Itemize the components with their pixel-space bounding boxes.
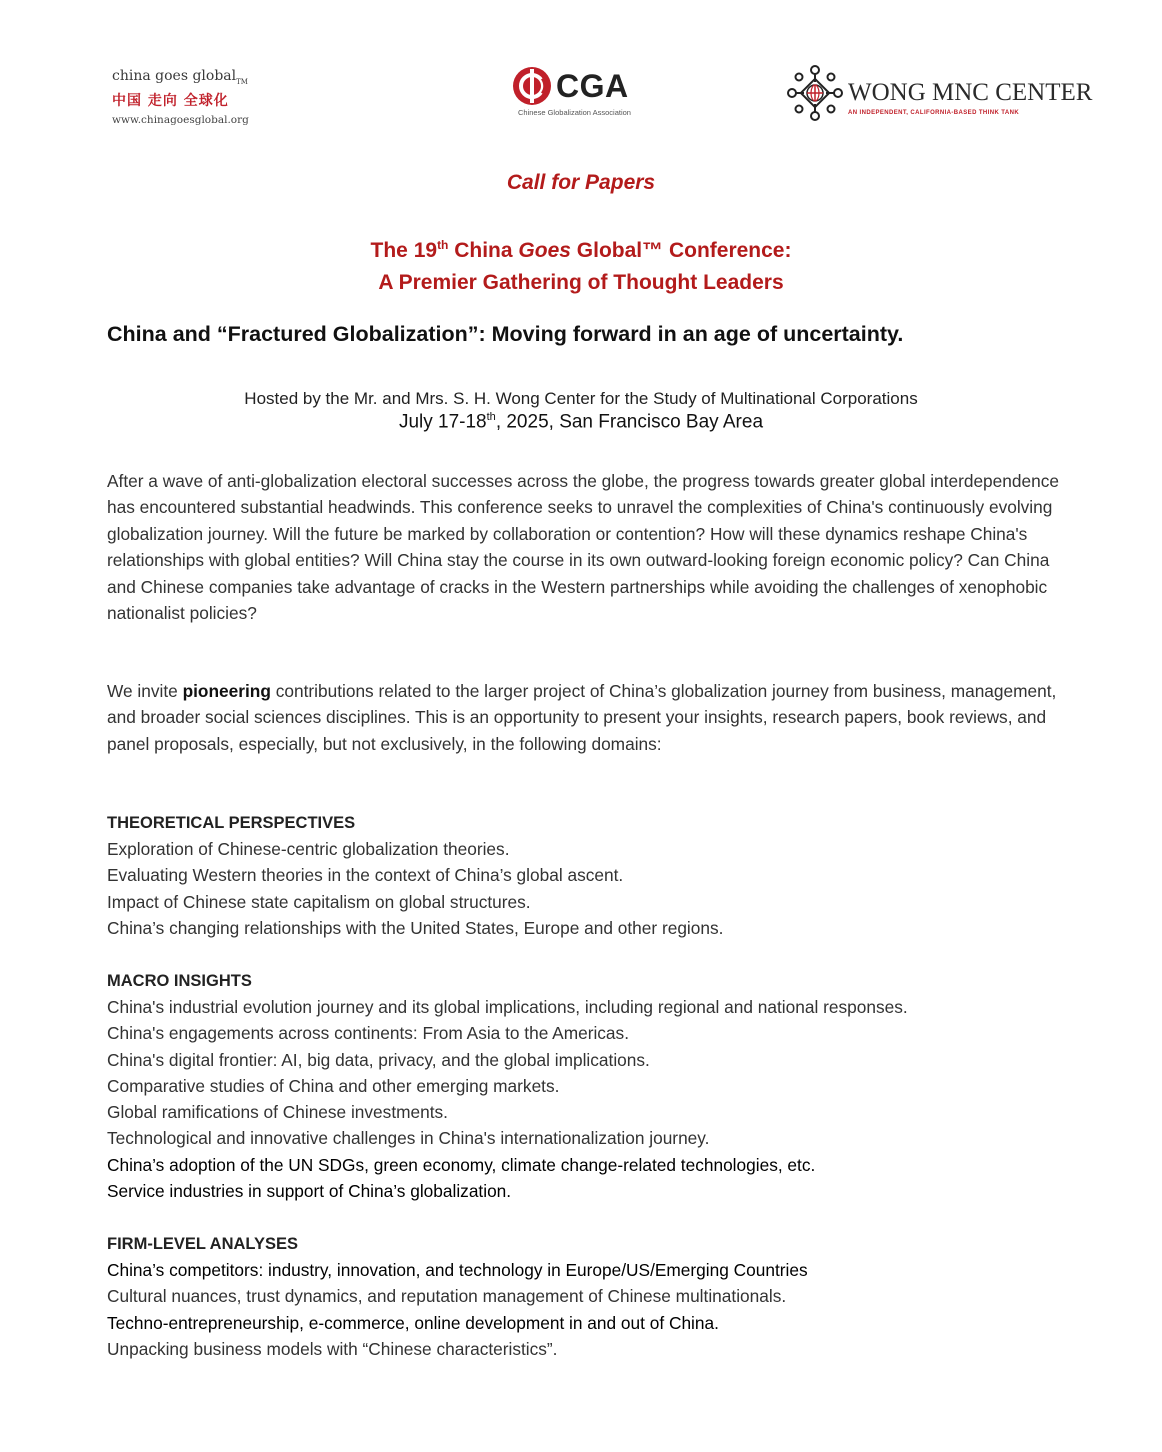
invite-bold: pioneering (182, 681, 271, 701)
conf-title-line2: A Premier Gathering of Thought Leaders (378, 271, 784, 294)
date-sup: th (486, 411, 496, 423)
call-for-papers-heading: Call for Papers (506, 171, 656, 194)
list-item: China's industrial evolution journey and its global implications, including regional and national responses. (107, 997, 908, 1017)
cga-logo (512, 66, 652, 134)
conf-title-sup: th (437, 238, 449, 252)
list-item: China's engagements across continents: From Asia to the Americas. (107, 1023, 629, 1044)
list-item: Exploration of Chinese-centric globalization theories. (107, 839, 510, 859)
list-item: Unpacking business models with “Chinese characteristics”. (107, 1338, 558, 1359)
list-item: Technological and innovative challenges in China's internationalization journey. (107, 1128, 710, 1149)
wong-logo-tagline: AN INDEPENDENT, CALIFORNIA-BASED THINK TANK (848, 110, 1020, 116)
date-location (0, 411, 1162, 433)
intro-paragraph: After a wave of anti-globalization electoral successes across the globe, the progress towards greater global interdependence has encountered substantial headwinds. This conference seeks to unravel the complexities of China's continuously evolving globalization journey. Will the future be marked by collaboration or contention? How will these dynamics reshape China's relationships with global entities? Will China stay the course in its own outward-looking foreign economic policy? Can China and Chinese companies take advantage of cracks in the Western partnerships while avoiding the challenges of xenophobic nationalist policies? (107, 471, 1059, 624)
conf-title-mid: China (448, 239, 519, 262)
host-line: Hosted by the Mr. and Mrs. S. H. Wong Center for the Study of Multinational Corporations (244, 389, 918, 408)
wong-logo-name: WONG MNC CENTER (848, 79, 1093, 106)
cgg-logo-url: www.chinagoesglobal.org (112, 113, 249, 126)
list-item: Global ramifications of Chinese investments. (107, 1102, 448, 1123)
list-item: China’s adoption of the UN SDGs, green economy, climate change-related technologies, etc. (107, 1154, 816, 1175)
list-item: China’s competitors: industry, innovation, and technology in Europe/US/Emerging Countries (107, 1260, 808, 1280)
list-item: Cultural nuances, trust dynamics, and reputation management of Chinese multinationals. (107, 1286, 787, 1307)
list-item: Impact of Chinese state capitalism on global structures. (107, 891, 531, 912)
section-macro (107, 968, 1067, 1204)
cgg-logo-tm: TM (236, 77, 248, 86)
conference-theme: China and “Fractured Globalization”: Moving forward in an age of uncertainty. (107, 322, 904, 346)
list-item: China’s changing relationships with the United States, Europe and other regions. (107, 917, 724, 938)
invite-paragraph (107, 678, 1067, 757)
cga-logo-name: CGA (556, 67, 629, 104)
list-item: China's digital frontier: AI, big data, privacy, and the global implications. (107, 1049, 650, 1070)
cgg-logo-name: china goes global (112, 68, 237, 84)
section-title: MACRO INSIGHTS (107, 972, 252, 990)
section-firm (107, 1231, 1067, 1362)
conf-title-goes: Goes (518, 239, 571, 262)
date-post: , 2025, San Francisco Bay Area (495, 411, 764, 433)
cga-logo-subtitle: Chinese Globalization Association (518, 108, 631, 117)
section-theoretical (107, 810, 1067, 941)
cga-emblem-icon (512, 66, 552, 106)
cgg-logo-chinese: 中国 走向 全球化 (112, 92, 229, 109)
wong-ornament-icon (786, 64, 844, 122)
list-item: Service industries in support of China’s globalization. (107, 1181, 512, 1202)
conference-title (0, 229, 1162, 299)
conf-title-pre: The 19 (370, 239, 438, 262)
invite-pre: We invite (107, 681, 183, 701)
list-item: Techno-entrepreneurship, e-commerce, online development in and out of China. (107, 1312, 719, 1333)
section-title: THEORETICAL PERSPECTIVES (107, 814, 356, 832)
china-goes-global-logo (112, 68, 252, 129)
list-item: Evaluating Western theories in the context of China’s global ascent. (107, 865, 624, 886)
wong-mnc-center-logo (786, 64, 1096, 128)
date-pre: July 17-18 (398, 411, 487, 433)
list-item: Comparative studies of China and other emerging markets. (107, 1075, 560, 1096)
conf-title-post: Global™ Conference: (570, 239, 792, 262)
section-title: FIRM-LEVEL ANALYSES (107, 1235, 298, 1253)
invite-post: contributions related to the larger project of China’s globalization journey from business, management, and broader social sciences disciplines. This is an opportunity to present your insights, research papers, book reviews, and panel proposals, especially, but not exclusively, in the following domains: (107, 681, 1057, 754)
